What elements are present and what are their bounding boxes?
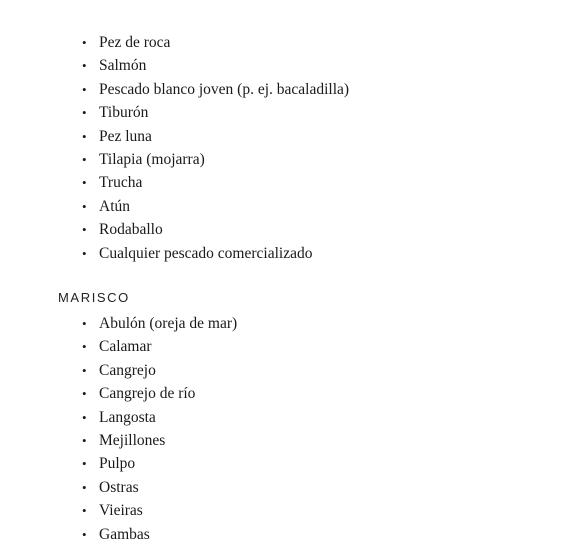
list-item (82, 148, 349, 171)
bullet-icon: • (82, 175, 87, 191)
list-item-label: Ostras (99, 478, 139, 496)
list-item-label: Tilapia (mojarra) (99, 150, 205, 168)
list-item-label: Gambas (99, 525, 150, 543)
list-item-label: Langosta (99, 408, 156, 426)
bullet-icon: • (82, 409, 87, 425)
section-heading-marisco: MARISCO (58, 290, 130, 305)
bullet-icon: • (82, 479, 87, 495)
list-item-label: Calamar (99, 338, 152, 356)
list-item-label: Atún (99, 197, 130, 215)
list-item (82, 78, 349, 101)
list-item (82, 382, 237, 405)
list-item (82, 125, 349, 148)
list-item (82, 195, 349, 218)
list-item-label: Salmón (99, 57, 147, 75)
list-item-label: Vieiras (99, 502, 143, 520)
list-item (82, 171, 349, 194)
bullet-icon: • (82, 245, 87, 261)
list-item (82, 499, 237, 522)
list-item-label: Pulpo (99, 455, 136, 473)
bullet-icon: • (82, 432, 87, 448)
list-item (82, 312, 237, 335)
bullet-icon: • (82, 58, 87, 74)
shellfish-list (82, 312, 237, 546)
bullet-icon: • (82, 105, 87, 121)
bullet-icon: • (82, 222, 87, 238)
list-item (82, 406, 237, 429)
fish-list (82, 31, 349, 265)
bullet-icon: • (82, 198, 87, 214)
list-item-label: Pescado blanco joven (p. ej. bacaladilla) (99, 80, 350, 98)
bullet-icon: • (82, 526, 87, 542)
list-item-label: Cangrejo (99, 361, 156, 379)
list-item-label: Abulón (oreja de mar) (99, 315, 238, 332)
list-item (82, 476, 237, 499)
list-item (82, 242, 349, 265)
list-item-label: Rodaballo (99, 221, 163, 239)
list-item (82, 218, 349, 241)
bullet-icon: • (82, 503, 87, 519)
bullet-icon: • (82, 81, 87, 97)
bullet-icon: • (82, 35, 87, 50)
bullet-icon: • (82, 316, 87, 331)
bullet-icon: • (82, 386, 87, 402)
list-item (82, 429, 237, 452)
list-item (82, 101, 349, 124)
bullet-icon: • (82, 151, 87, 167)
list-item (82, 31, 349, 54)
list-item-label: Cangrejo de río (99, 385, 196, 403)
list-item (82, 335, 237, 358)
list-item-label: Trucha (99, 174, 143, 192)
list-item (82, 54, 349, 77)
bullet-icon: • (82, 339, 87, 355)
list-item-label: Mejillones (99, 431, 166, 449)
list-item-label: Pez de roca (99, 34, 171, 51)
list-item (82, 523, 237, 546)
bullet-icon: • (82, 128, 87, 144)
list-item-label: Tiburón (99, 104, 149, 122)
bullet-icon: • (82, 456, 87, 472)
list-item-label: Pez luna (99, 127, 152, 145)
bullet-icon: • (82, 362, 87, 378)
list-item (82, 452, 237, 475)
list-item (82, 359, 237, 382)
list-item-label: Cualquier pescado comercializado (99, 244, 313, 262)
